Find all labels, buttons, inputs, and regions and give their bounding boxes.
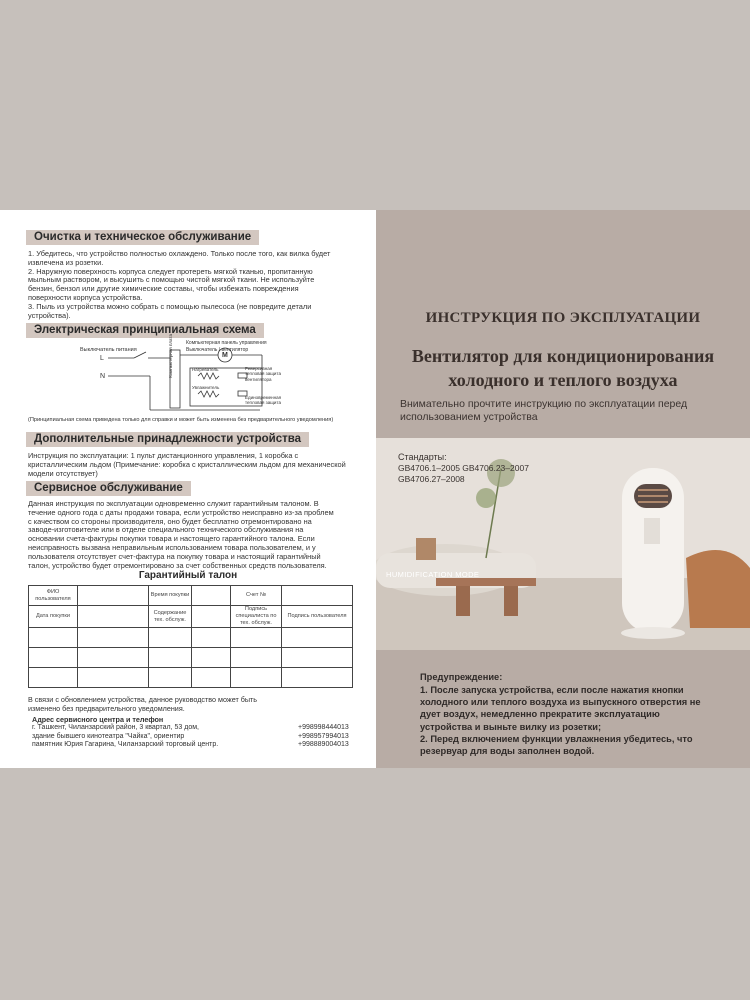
product-photo <box>376 438 750 650</box>
mode-label: HUMIDIFICATION MODE <box>386 570 480 579</box>
standards-label: Стандарты: <box>398 452 447 462</box>
accessories-text: Инструкция по эксплуатации: 1 пульт дистанционного управления, 1 коробка с кристаллическим льдом (Примечание: коробка с кристаллическим льдом для механической модели отсутствует) <box>28 451 346 478</box>
warranty-table: ФИО пользователя Время покупки Счет № Дата покупки Содержание тех. обслуж. Подпись специалиста по тех. обслуж. Подпись пользователя <box>28 585 353 688</box>
manual-spread <box>0 210 750 768</box>
cleaning-heading: Очистка и техническое обслуживание <box>26 230 259 245</box>
product-title-line2: холодного и теплого воздуха <box>448 370 678 390</box>
warning-text: 1. После запуска устройства, если после нажатия кнопки холодного или теплого воздуха из выпускного отверстия не дует воздух, немедленно прекратите эксплуатацию устройства и выньте вилку из розетки; 2. Перед включением функции увлажнения убедитесь, что резервуар для воды заполнен водой. <box>420 685 701 757</box>
service-heading: Сервисное обслуживание <box>26 481 191 496</box>
manual-title: ИНСТРУКЦИЯ ПО ЭКСПЛУАТАЦИИ <box>425 310 701 326</box>
line-n: N <box>100 373 106 380</box>
switch-label: Выключатель питания <box>80 347 137 353</box>
schema-note: (Принципиальная схема приведена только для справки и может быть изменена без предварительного уведомления) <box>28 417 334 423</box>
protect-label-2: вентилятора <box>245 377 272 382</box>
left-page <box>0 210 376 768</box>
standards-line1: GB4706.1–2005 GB4706.23–2007 <box>398 463 529 473</box>
product-title-line1: Вентилятор для кондиционирования <box>411 346 715 366</box>
subtitle: Внимательно прочтите инструкцию по эксплуатации перед использованием устройства <box>400 398 688 423</box>
motor-label: M <box>222 352 228 359</box>
accessories-heading: Дополнительные принадлежности устройства <box>26 432 309 447</box>
heating-label: Нагреватель <box>192 367 219 372</box>
update-note: В связи с обновлением устройства, данное руководство может быть изменено без предварительного уведомления. <box>28 695 258 713</box>
cleaning-text: 1. Убедитесь, что устройство полностью охлаждено. Только после того, как вилка будет извлечена из розетки. 2. Наружную поверхность корпуса следует протереть мягкой тканью, пропитанную мыльным раствором, и высушить с помощью чистой мягкой ткани. Не используйте бензин, бензол или другие химические составы, чтобы избежать повреждения поверхности корпуса устройства. 3. Пыль из устройства можно собрать с помощью пылесоса (не повредите детали устройства). <box>28 249 331 320</box>
protect-label-1: Реверсивная тепловая защита <box>245 366 281 376</box>
schema-heading: Электрическая принципиальная схема <box>26 323 264 338</box>
service-text: Данная инструкция по эксплуатации одновременно служит гарантийным талоном. В течение одного года с даты продажи товара, если устройство неисправно из-за проблем с качеством со стороны производителя, оно будет бесплатно отремонтировано на заводе-изготовителе или в отделе специального технического обслуживания на основании счета-фактуры покупки товара и настоящего гарантийного талона. Если неисправность вызвана неправильным использованием товара пользователем, и у пользователя отсутствует счет-фактура на покупку товара и настоящий гарантийный талон, устройство будет отремонтировано за счет собственных средств пользователя. <box>28 499 334 570</box>
line-l: L <box>100 355 104 362</box>
right-page <box>376 210 750 768</box>
humid-label: Увлажнитель <box>192 385 220 390</box>
board-label: Компьютерная плата <box>168 334 173 378</box>
standards-line2: GB4706.27–2008 <box>398 474 465 484</box>
panel-label: Компьютерная панель управления <box>186 340 267 346</box>
panel-switch-label: Выключатель / вентилятор <box>186 347 249 353</box>
warning-title: Предупреждение: <box>420 672 503 682</box>
address-text: г. Ташкент, Чиланзарский район, 3 квартал, 53 дом, здание бывшего кинотеатра "Чайка", ориентир памятник Юрия Гагарина, Чиланзарский торговый центр. <box>32 724 219 749</box>
protect-label-3: Единовременная тепловая защита <box>245 395 282 405</box>
address-title: Адрес сервисного центра и телефон <box>32 715 164 724</box>
warranty-heading: Гарантийный талон <box>138 570 238 581</box>
phone-list: +998998444013 +998957994013 +998889004013 <box>298 724 349 749</box>
